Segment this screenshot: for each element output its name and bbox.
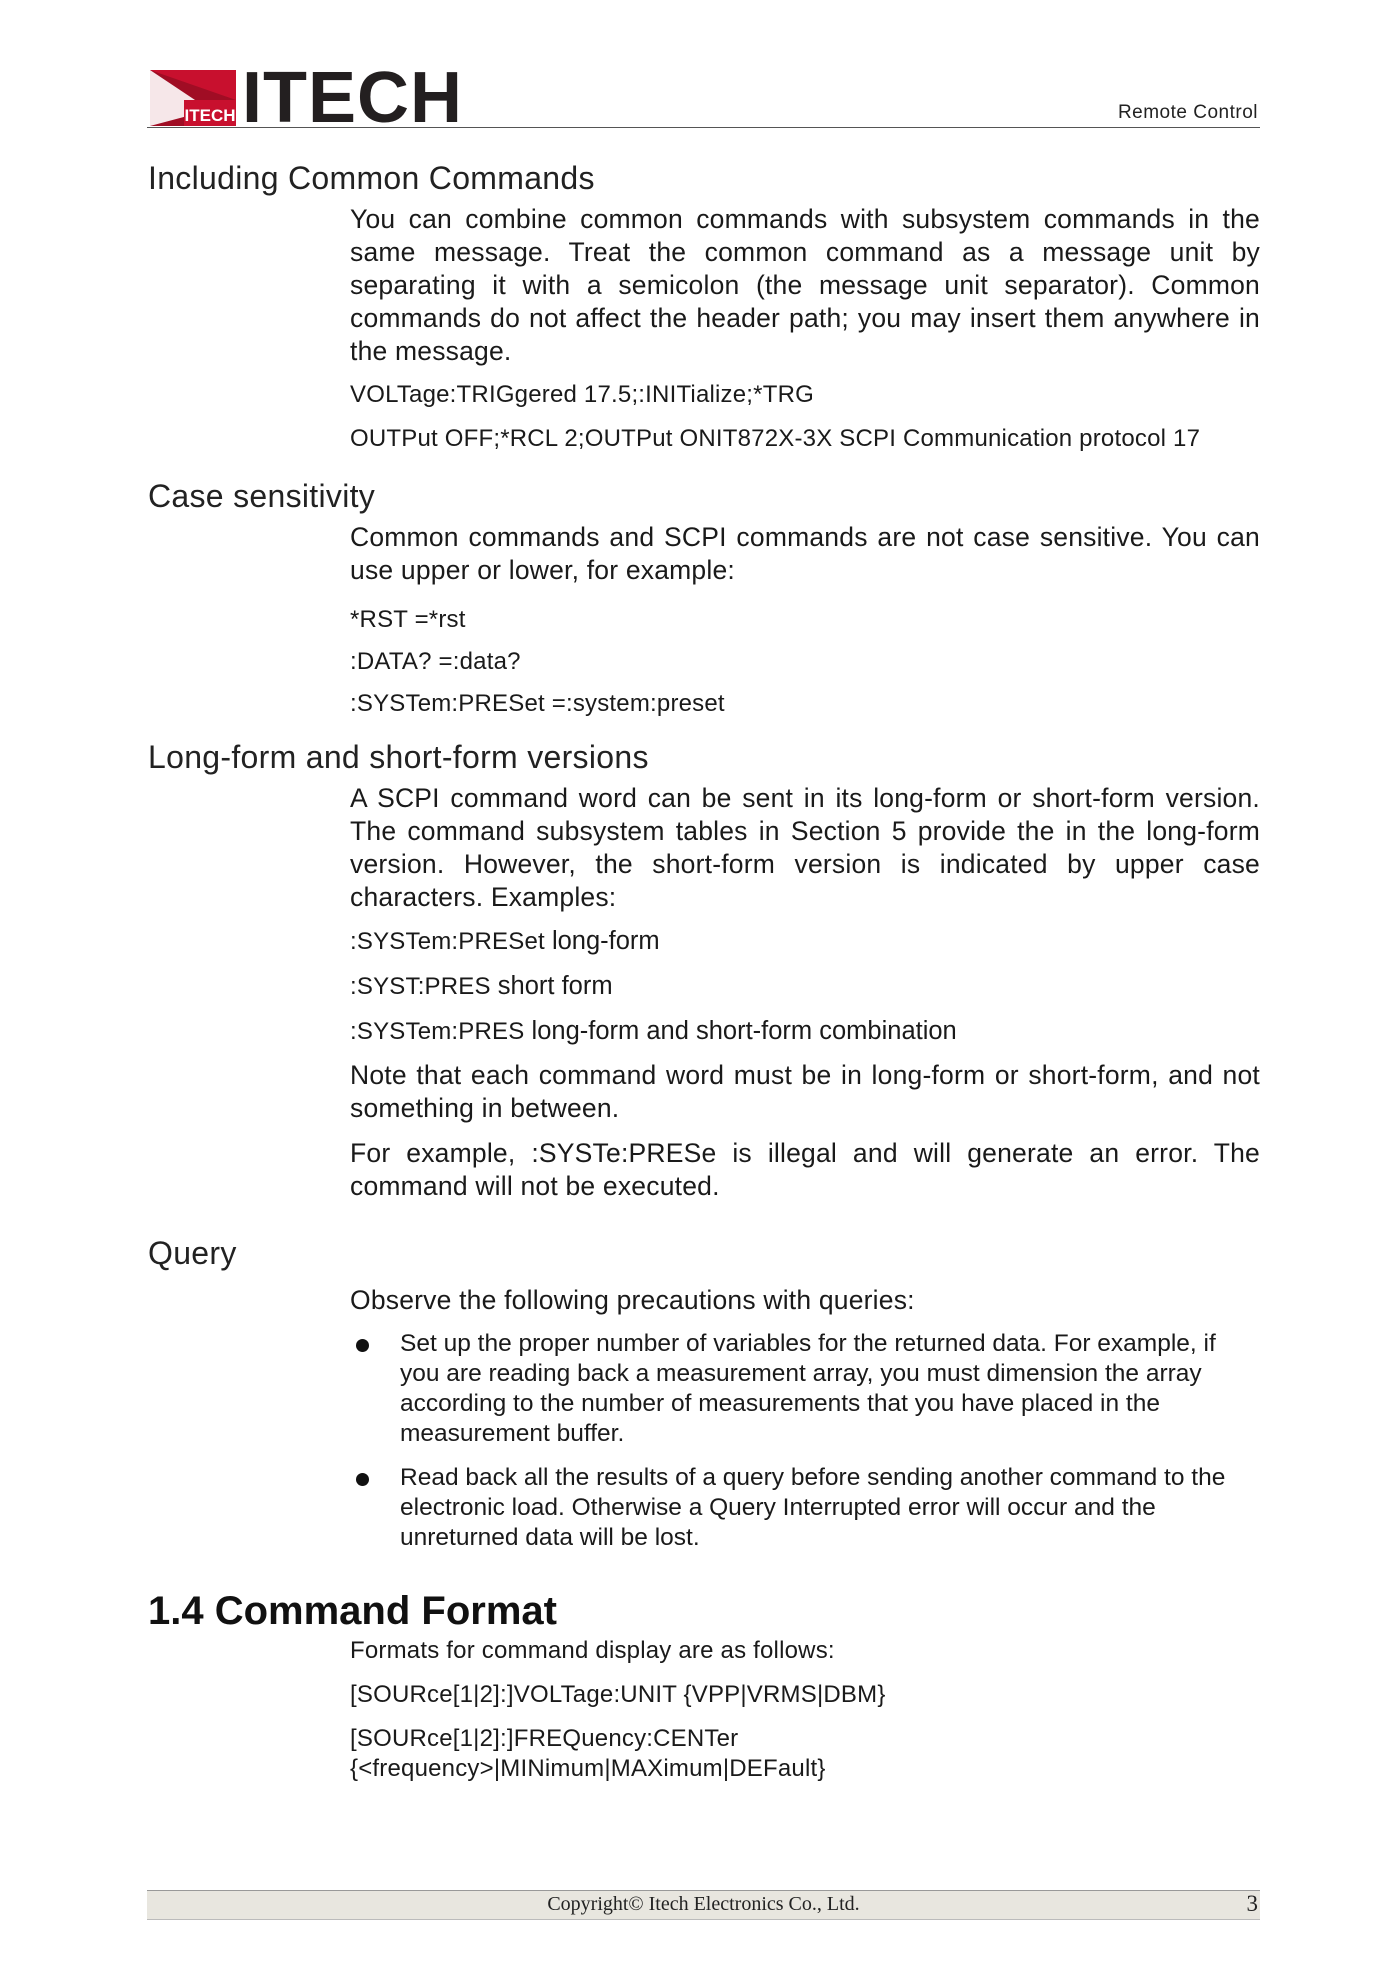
forms-body: [350, 782, 1260, 1203]
forms-example-3-desc: long-form and short-form combination: [524, 1017, 957, 1045]
forms-example-3: [350, 1016, 1260, 1047]
common-example-1: VOLTage:TRIGgered 17.5;:INITialize;*TRG: [350, 381, 814, 408]
itech-logo: [150, 58, 463, 138]
query-bullet-list: [350, 1329, 1260, 1553]
heading-long-short-forms: Long-form and short-form versions: [148, 739, 649, 775]
forms-example-1-code: :SYSTem:PRESet: [350, 928, 545, 955]
page-number: 3: [1246, 1891, 1258, 1916]
case-example-2: :DATA? =:data?: [350, 648, 521, 675]
heading-common-commands: Including Common Commands: [148, 160, 595, 196]
forms-example-2: [350, 971, 1260, 1002]
common-example-2: OUTPut OFF;*RCL 2;OUTPut ONIT872X-3X SCPI Communication protocol 17: [350, 425, 1201, 452]
heading-query: Query: [148, 1235, 237, 1271]
itech-logo-mark: [150, 70, 236, 126]
format-line-2: [SOURce[1|2]:]FREQuency:CENTer: [350, 1725, 739, 1752]
main-content: [148, 160, 1260, 1784]
case-example-3: :SYSTem:PRESet =:system:preset: [350, 690, 725, 717]
header-section-title: Remote Control: [1117, 102, 1258, 123]
case-paragraph: Common commands and SCPI commands are not case sensitive. You can use upper or lower, for example:: [350, 522, 1260, 585]
footer-copyright: Copyright© Itech Electronics Co., Ltd.: [547, 1893, 860, 1915]
forms-example-3-code: :SYSTem:PRES: [350, 1018, 525, 1045]
case-sensitivity-body: [350, 521, 1260, 719]
common-commands-paragraph: You can combine common commands with subsystem commands in the same message. Treat the common command as a message unit by separating it with a semicolon (the message unit separator). Common commands do not affect the header path; you may insert them anywhere in the message.: [350, 204, 1260, 366]
list-item: [350, 1463, 1260, 1553]
query-intro: Observe the following precautions with queries:: [350, 1285, 915, 1315]
heading-case-sensitivity: Case sensitivity: [148, 478, 376, 514]
forms-note-2: For example, :SYSTe:PRESe is illegal and will generate an error. The command will not be executed.: [350, 1138, 1260, 1201]
forms-example-1-desc: long-form: [544, 927, 660, 955]
logo-wordmark: ITECH: [242, 58, 463, 138]
forms-example-2-desc: short form: [490, 972, 613, 1000]
footer: [147, 1890, 1260, 1920]
case-example-1: *RST =*rst: [350, 606, 466, 633]
command-format-body: [350, 1636, 1260, 1784]
svg-text:ITECH: ITECH: [184, 106, 236, 125]
bullet-icon: [356, 1473, 369, 1486]
format-line-1: [SOURce[1|2]:]VOLTage:UNIT {VPP|VRMS|DBM}: [350, 1681, 886, 1708]
query-bullet-2-text: Read back all the results of a query before sending another command to the electronic load. Otherwise a Query Interrupted error will occur and the unreturned data will be lost.: [400, 1464, 1226, 1551]
query-body: [350, 1284, 1260, 1553]
format-intro: Formats for command display are as follows:: [350, 1637, 835, 1664]
bullet-icon: [356, 1339, 369, 1352]
forms-example-2-code: :SYST:PRES: [350, 973, 491, 1000]
forms-note-1: Note that each command word must be in long-form or short-form, and not something in between.: [350, 1060, 1260, 1123]
common-commands-body: [350, 203, 1260, 454]
format-line-3: {<frequency>|MINimum|MAXimum|DEFault}: [350, 1755, 826, 1782]
forms-example-1: [350, 926, 1260, 957]
list-item: [350, 1329, 1260, 1449]
forms-paragraph: A SCPI command word can be sent in its long-form or short-form version. The command subsystem tables in Section 5 provide the in the long-form version. However, the short-form version is indicated by upper case characters. Examples:: [350, 783, 1260, 912]
heading-command-format: 1.4 Command Format: [148, 1589, 557, 1633]
query-bullet-1-text: Set up the proper number of variables for the returned data. For example, if you are reading back a measurement array, you must dimension the array according to the number of measurements that you have placed in the measurement buffer.: [400, 1330, 1216, 1447]
header-divider: [147, 127, 1260, 128]
